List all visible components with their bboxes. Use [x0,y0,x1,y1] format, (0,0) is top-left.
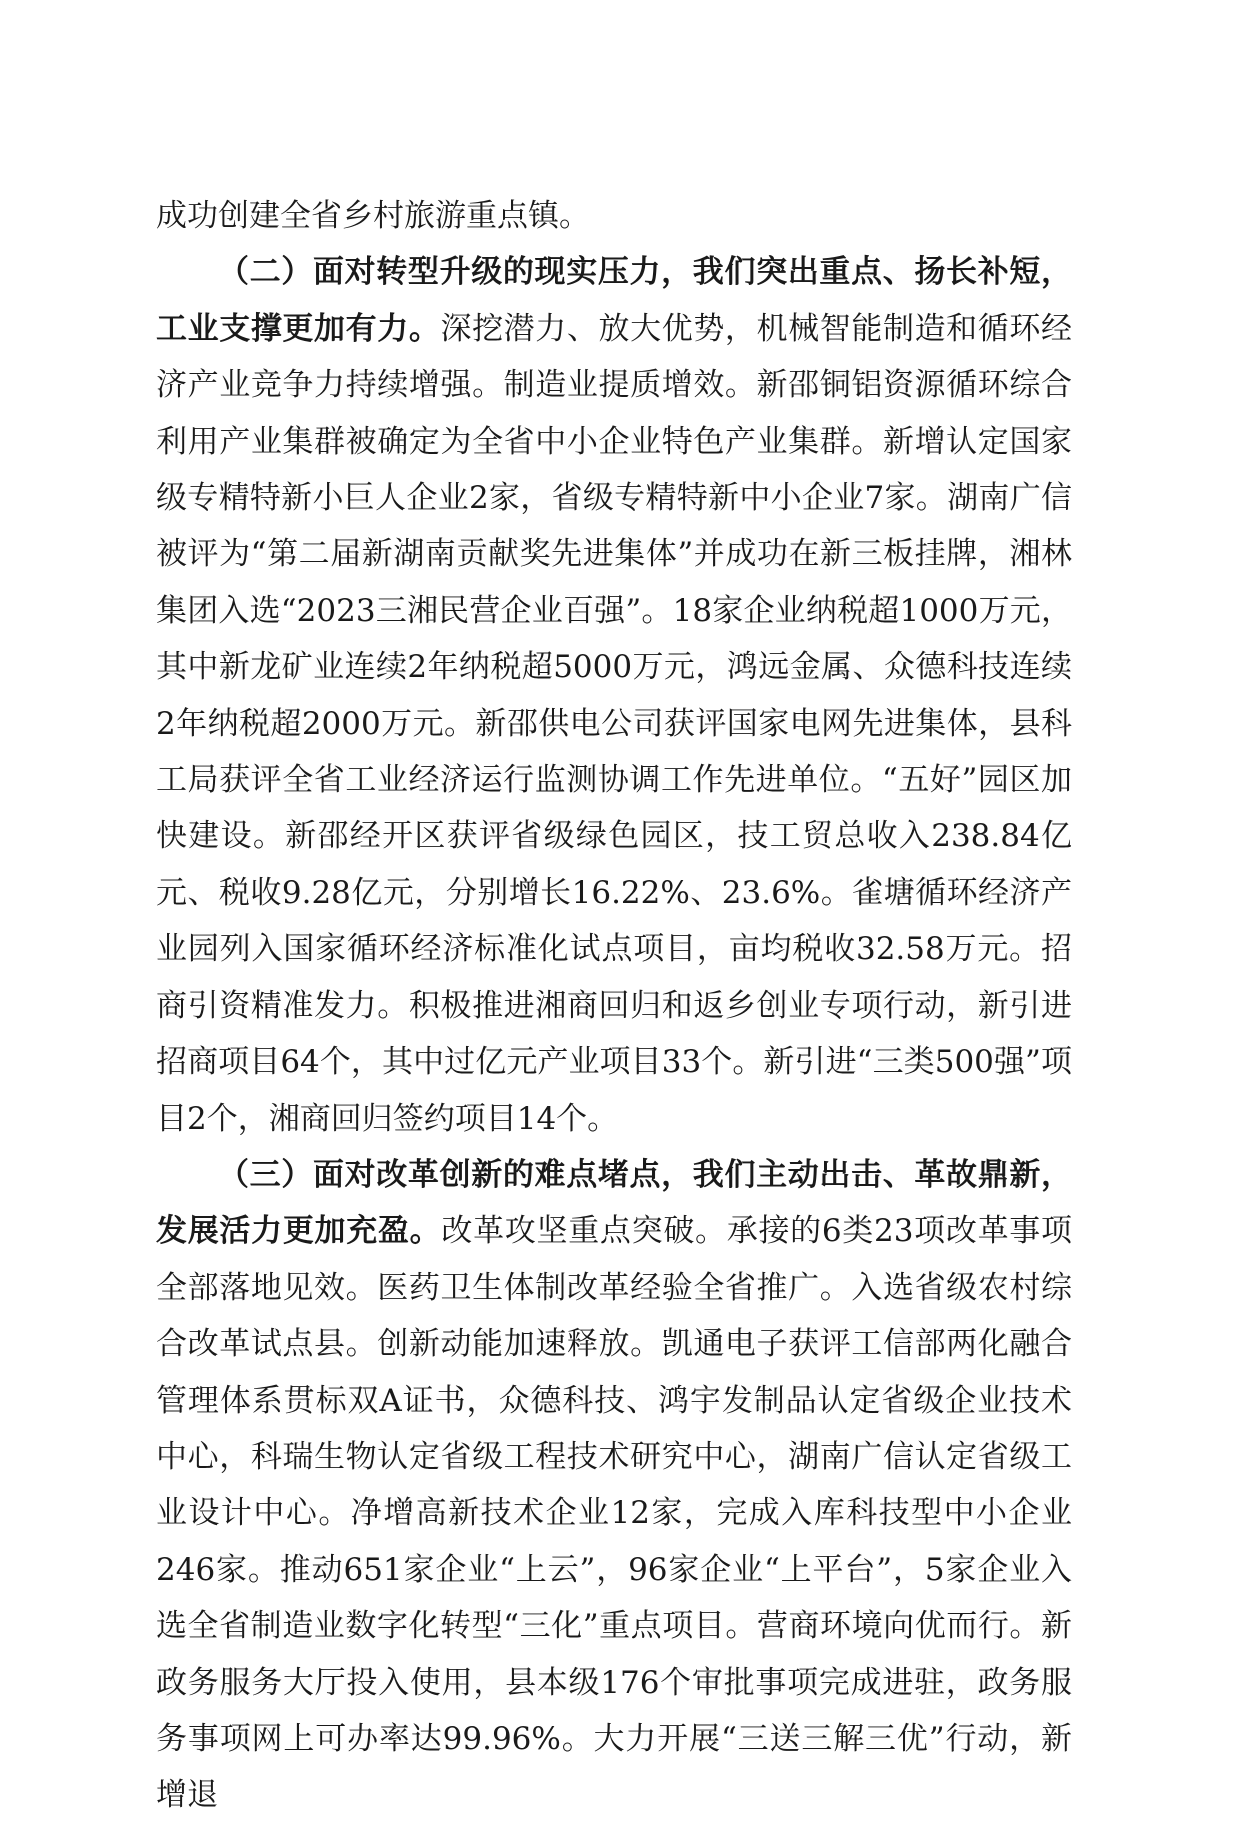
paragraph-section-three [156,1147,1072,1824]
paragraph-continuation [156,188,1072,244]
section-three-heading: （三）面对改革创新的难点堵点，我们主动出击、革故鼎新，发展活力更加充盈。 [156,1156,1072,1250]
section-two-body: 深挖潜力、放大优势，机械智能制造和循环经济产业竞争力持续增强。制造业提质增效。新邵铜铝资源循环综合利用产业集群被确定为全省中小企业特色产业集群。新增认定国家级专精特新小巨人企业2家，省级专精特新中小企业7家。湖南广信被评为“第二届新湖南贡献奖先进集体”并成功在新三板挂牌，湘林集团入选“2023三湘民营企业百强”。18家企业纳税超1000万元，其中新龙矿业连续2年纳税超5000万元，鸿远金属、众德科技连续2年纳税超2000万元。新邵供电公司获评国家电网先进集体，县科工局获评全省工业经济运行监测协调工作先进单位。“五好”园区加快建设。新邵经开区获评省级绿色园区，技工贸总收入238.84亿元、税收9.28亿元，分别增长16.22%、23.6%。雀塘循环经济产业园列入国家循环经济标准化试点项目，亩均税收32.58万元。招商引资精准发力。积极推进湘商回归和返乡创业专项行动，新引进招商项目64个，其中过亿元产业项目33个。新引进“三类500强”项目2个，湘商回归签约项目14个。 [156,310,1073,1137]
section-two-heading: （二）面对转型升级的现实压力，我们突出重点、扬长补短，工业支撑更加有力。 [156,254,1072,347]
paragraph-section-two [156,244,1072,1147]
section-three-body: 改革攻坚重点突破。承接的6类23项改革事项全部落地见效。医药卫生体制改革经验全省推广。入选省级农村综合改革试点县。创新动能加速释放。凯通电子获评工信部两化融合管理体系贯标双A证书，众德科技、鸿宇发制品认定省级企业技术中心，科瑞生物认定省级工程技术研究中心，湖南广信认定省级工业设计中心。净增高新技术企业12家，完成入库科技型中小企业246家。推动651家企业“上云”，96家企业“上平台”，5家企业入选全省制造业数字化转型“三化”重点项目。营商环境向优而行。新政务服务大厅投入使用，县本级176个审批事项完成进驻，政务服务事项网上可办率达99.96%。大力开展“三送三解三优”行动，新增退 [156,1213,1072,1814]
document-body [156,188,1072,1824]
paragraph-body-text: 成功创建全省乡村旅游重点镇。 [156,198,590,234]
